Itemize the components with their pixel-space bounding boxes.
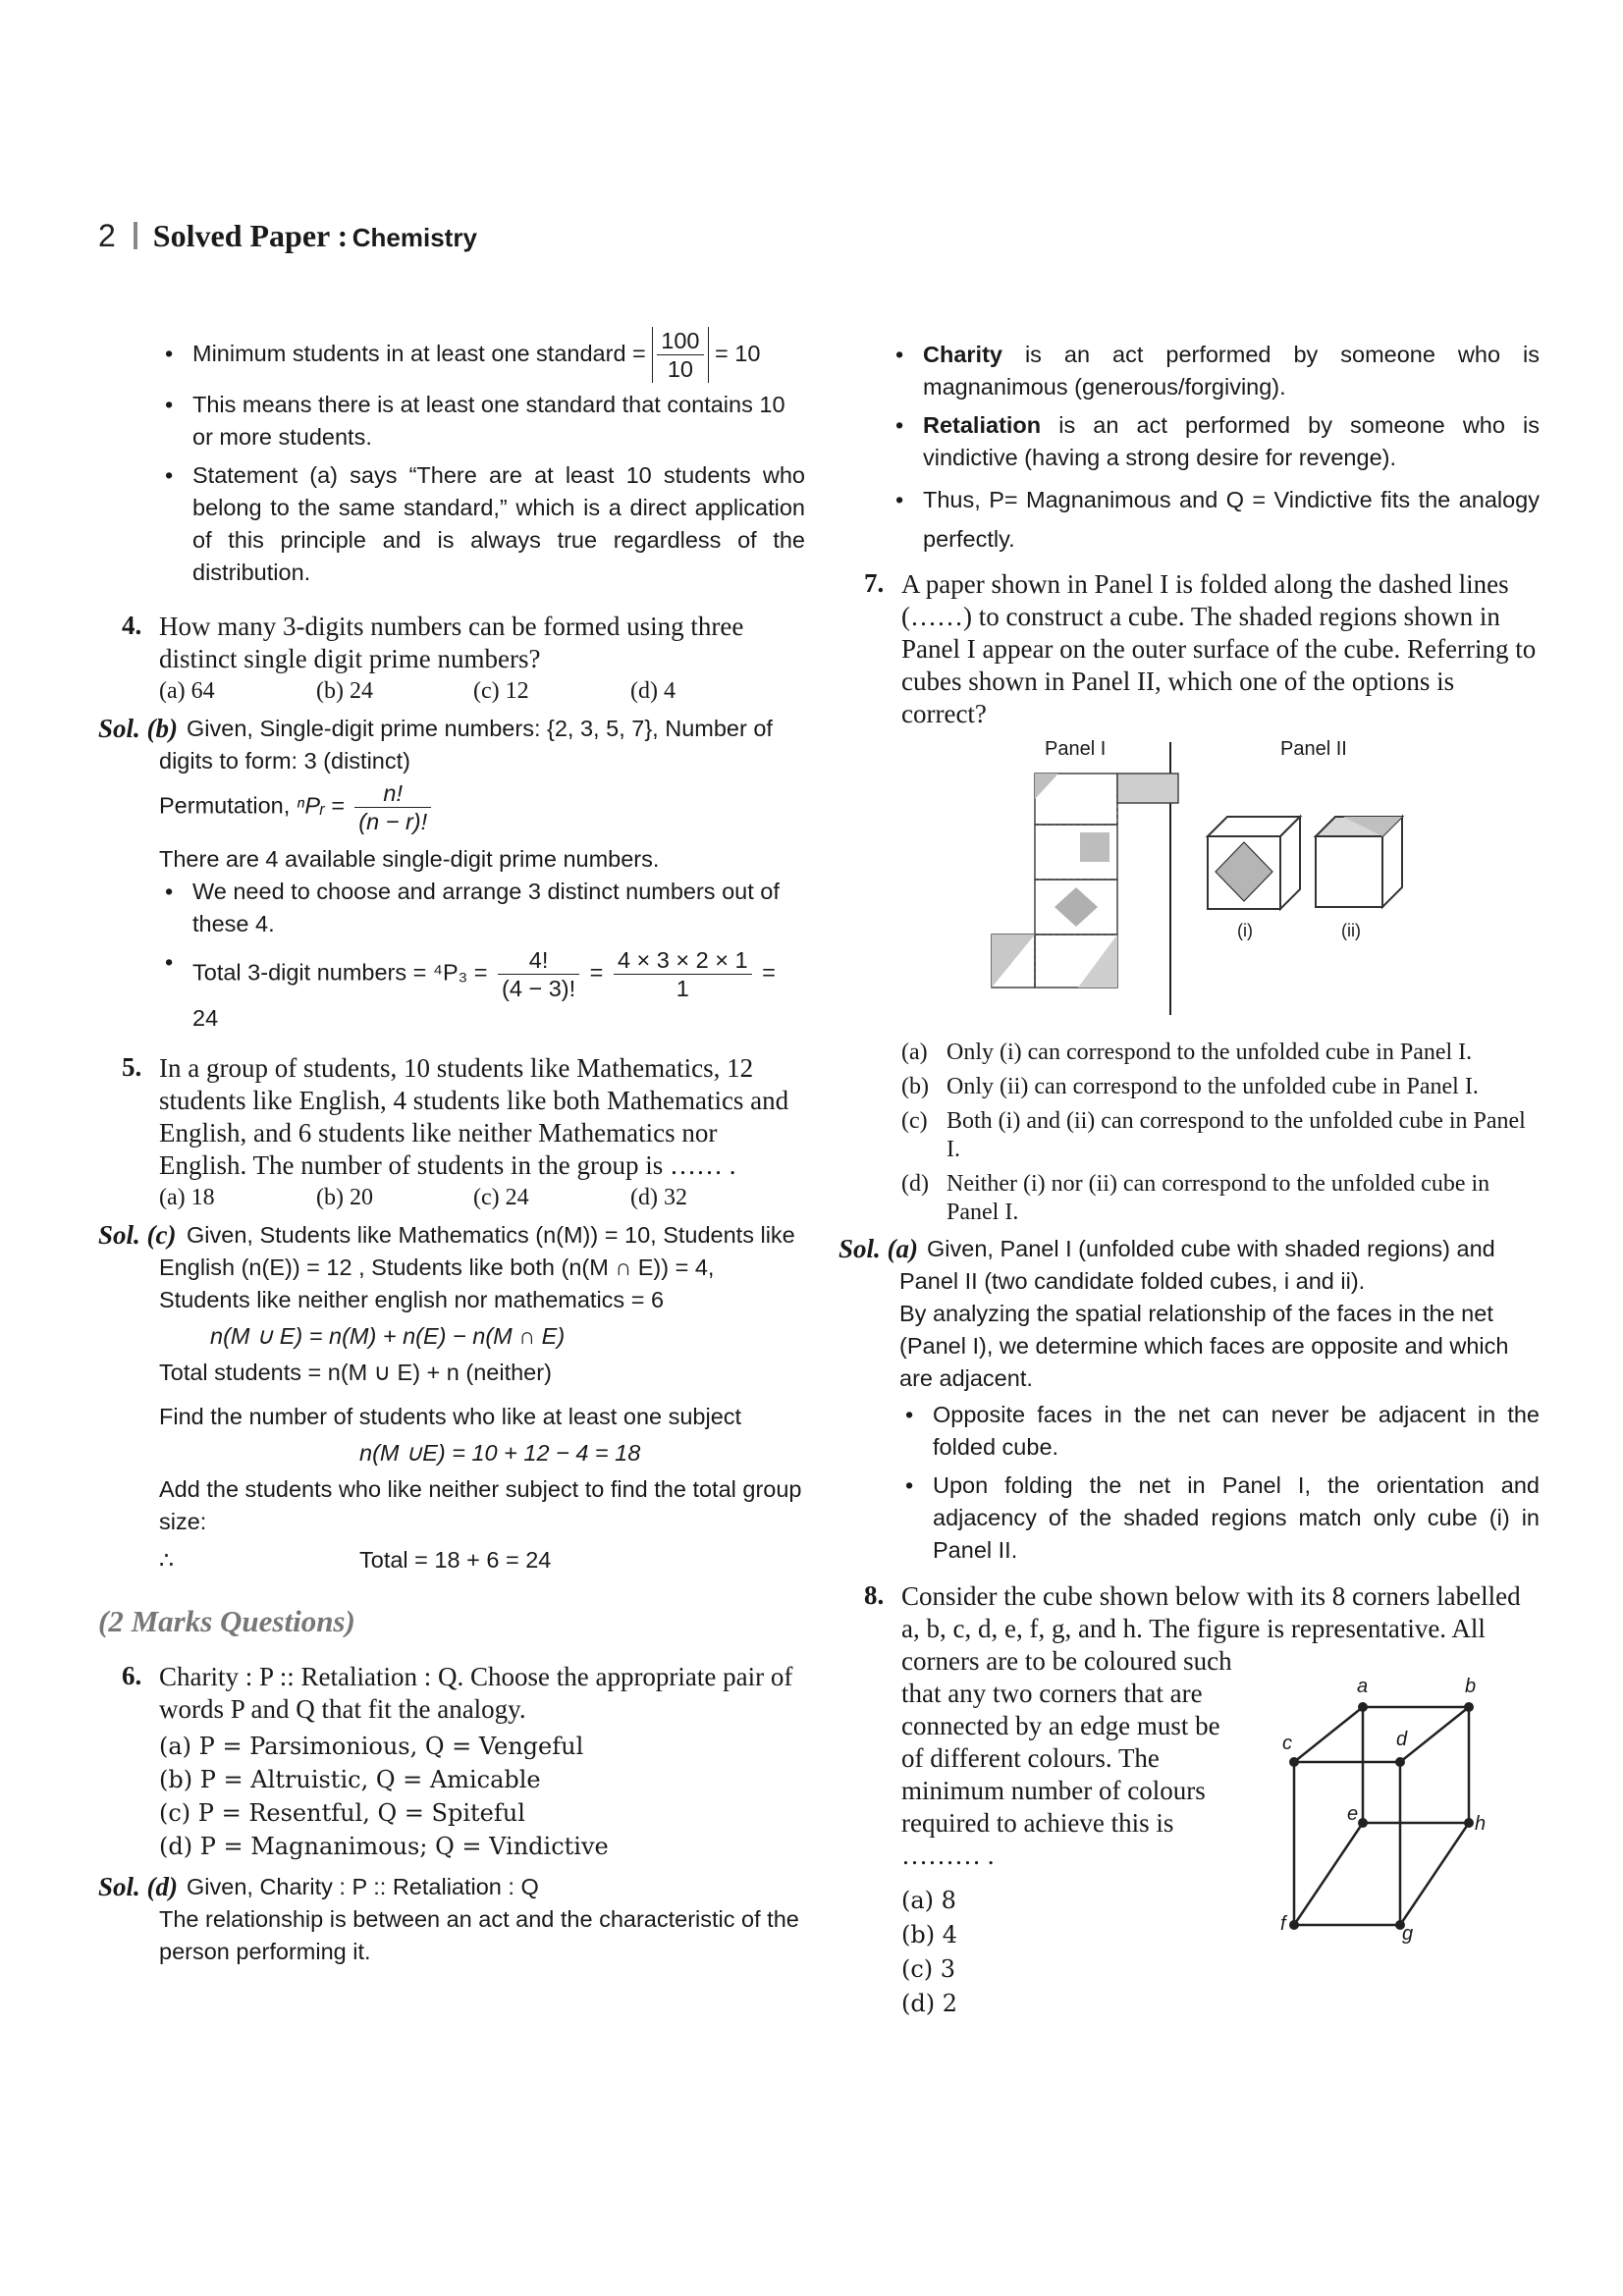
right-column bbox=[840, 339, 1540, 2051]
fraction-numerator: 4 × 3 × 2 × 1 bbox=[614, 946, 752, 975]
q7-options bbox=[901, 1039, 1540, 1227]
question-4 bbox=[122, 611, 805, 707]
equation: n(M ∪E) = 10 + 12 − 4 = 18 bbox=[359, 1440, 641, 1467]
cube-ii-label: (ii) bbox=[1341, 921, 1361, 940]
option-c: (c) 24 bbox=[473, 1185, 529, 1211]
solution-line: Add the students who like neither subject to find the total group size: bbox=[159, 1476, 802, 1535]
option-a bbox=[901, 1039, 1540, 1067]
option-b: (b) P = Altruistic, Q = Amicable bbox=[159, 1766, 541, 1794]
solution-line: The relationship is between an act and the characteristic of the person performing it. bbox=[159, 1906, 799, 1965]
fraction-denominator: (n − r)! bbox=[358, 809, 428, 835]
left-column bbox=[98, 324, 805, 1968]
cube-diagram bbox=[1247, 1678, 1542, 2031]
page-number: 2 bbox=[98, 218, 116, 253]
equation: Total = 18 + 6 = 24 bbox=[359, 1547, 552, 1574]
fraction-denominator: 10 bbox=[667, 356, 693, 383]
vertex-label-g: g bbox=[1402, 1923, 1414, 1945]
options-list bbox=[159, 1730, 805, 1863]
panel-1-label: Panel I bbox=[1045, 738, 1107, 760]
bold-term: Retaliation bbox=[923, 412, 1042, 438]
list-item: • Thus, P= Magnanimous and Q = Vindictive fits the analogy perfectly. bbox=[890, 480, 1540, 559]
option-d: (d) 32 bbox=[630, 1185, 687, 1211]
final-equation bbox=[159, 1544, 805, 1576]
list-item bbox=[159, 324, 805, 383]
fraction-numerator: n! bbox=[354, 779, 431, 808]
list-item: • Total 3-digit numbers = ⁴P₃ = $\frac{4!}{(4 - 3)!}$ = $\frac{4 \times 3 \times 2 \times 1}{1}$ = 24 bbox=[159, 946, 805, 1035]
paper-title: Solved Paper : bbox=[152, 218, 349, 253]
option-a: (a) 64 bbox=[159, 678, 215, 705]
option-d bbox=[901, 1170, 1540, 1227]
solution-5 bbox=[98, 1219, 805, 1576]
bold-term: Charity bbox=[923, 342, 1002, 367]
solution-line: Total students = n(M ∪ E) + n (neither) bbox=[159, 1360, 552, 1386]
vertex-label-e: e bbox=[1347, 1803, 1359, 1825]
sol-text: Sol. bbox=[98, 714, 140, 744]
option-b: (b) 20 bbox=[316, 1185, 373, 1211]
list-item: • We need to choose and arrange 3 distinct numbers out of these 4. bbox=[159, 876, 805, 940]
option-label: (b) bbox=[901, 1074, 929, 1099]
solution-line: Given, Charity : P :: Retaliation : Q bbox=[187, 1874, 539, 1900]
list-item: • Upon folding the net in Panel I, the orientation and adjacency of the shaded regions match only cube (i) in Panel II. bbox=[899, 1469, 1540, 1567]
option-label: (a) bbox=[901, 1040, 928, 1065]
bullet-text: Total 3-digit numbers = ⁴P₃ = bbox=[192, 960, 488, 986]
vertex-label-c: c bbox=[1282, 1733, 1292, 1754]
option-c: (c) P = Resentful, Q = Spiteful bbox=[159, 1799, 525, 1828]
solution-line: Find the number of students who like at least one subject bbox=[159, 1404, 742, 1430]
question-number: 7. bbox=[864, 568, 885, 598]
option-text: Neither (i) nor (ii) can correspond to the unfolded cube in Panel I. bbox=[947, 1171, 1490, 1225]
solution-label bbox=[98, 1871, 178, 1903]
list-item: • Opposite faces in the net can never be adjacent in the folded cube. bbox=[899, 1399, 1540, 1464]
question-number: 6. bbox=[122, 1661, 142, 1691]
option-label: (c) bbox=[901, 1108, 928, 1134]
question-text: Charity : P :: Retaliation : Q. Choose the appropriate pair of words P and Q that fit the analogy. bbox=[159, 1662, 793, 1725]
solution-line: Given, Panel I (unfolded cube with shaded regions) and Panel II (two candidate folded cubes, i and ii). bbox=[899, 1236, 1495, 1294]
sol-text: Sol. bbox=[98, 1872, 140, 1902]
question-number: 5. bbox=[122, 1052, 142, 1083]
option-d: (d) P = Magnanimous; Q = Vindictive bbox=[159, 1833, 609, 1861]
option-d: (d) 4 bbox=[630, 678, 676, 705]
option-c: (c) 12 bbox=[473, 678, 529, 705]
option-text: Both (i) and (ii) can correspond to the unfolded cube in Panel I. bbox=[947, 1108, 1526, 1162]
solution-label bbox=[98, 1219, 177, 1252]
fraction-denominator: (4 − 3)! bbox=[502, 976, 576, 1002]
page-header bbox=[98, 218, 477, 254]
sol-answer: (c) bbox=[146, 1220, 177, 1251]
ceiling-fraction bbox=[652, 327, 708, 383]
option-a: (a) P = Parsimonious, Q = Vengeful bbox=[159, 1733, 584, 1761]
question-text: In a group of students, 10 students like Mathematics, 12 students like English, 4 students like both Mathematics and English, and 6 students like neither Mathematics nor English. The number of students in the group is …… . bbox=[159, 1053, 789, 1181]
option-a: (a) 8 bbox=[901, 1887, 956, 1914]
sol-text: Sol. bbox=[839, 1234, 881, 1263]
option-b: (b) 4 bbox=[901, 1921, 957, 1949]
fraction-numerator: 4! bbox=[498, 946, 579, 975]
question-8 bbox=[864, 1580, 1540, 2051]
section-title: (2 Marks Questions) bbox=[98, 1604, 355, 1639]
sol-answer: (a) bbox=[887, 1234, 919, 1263]
cube-i-label: (i) bbox=[1237, 921, 1253, 940]
formula-label: Permutation, bbox=[159, 793, 291, 819]
list-item: • Statement (a) says “There are at least 10 students who belong to the same standard,” which is a direct application of this principle and is always true regardless of the distribution. bbox=[159, 459, 805, 589]
options-row bbox=[159, 675, 805, 707]
vertex-label-d: d bbox=[1396, 1729, 1408, 1750]
equation: n(M ∪ E) = n(M) + n(E) − n(M ∩ E) bbox=[210, 1323, 566, 1350]
bullet-text: is an act performed by someone who is magnanimous (generous/forgiving). bbox=[923, 342, 1540, 400]
vertex-label-h: h bbox=[1475, 1813, 1487, 1835]
formula-lhs: ⁿPᵣ = bbox=[296, 793, 345, 819]
solution-4 bbox=[98, 713, 805, 1035]
fraction-denominator: 1 bbox=[676, 976, 689, 1002]
bullet-result: = 10 bbox=[715, 341, 761, 366]
list-item bbox=[890, 409, 1540, 474]
solution-line: Given, Students like Mathematics (n(M)) = 10, Students like English (n(E)) = 12 , Students like both (n(M ∩ E)) = 4, Students like neither english nor mathematics = 6 bbox=[159, 1222, 795, 1313]
question-text-continued: that any two corners that are connected by an edge must be of different colours. The minimum number of colours required to achieve this is ……… . bbox=[901, 1679, 1220, 1870]
solution-line: By analyzing the spatial relationship of the faces in the net (Panel I), we determine which faces are opposite and which are adjacent. bbox=[899, 1301, 1509, 1391]
solution-7 bbox=[839, 1233, 1540, 1567]
option-text: Only (ii) can correspond to the unfolded cube in Panel I. bbox=[947, 1074, 1479, 1099]
question-number: 8. bbox=[864, 1580, 885, 1610]
solution-label bbox=[839, 1233, 918, 1265]
therefore-symbol: ∴ bbox=[159, 1547, 174, 1574]
list-item bbox=[890, 339, 1540, 403]
options-row bbox=[159, 1182, 805, 1213]
option-b bbox=[901, 1073, 1540, 1101]
solution-label bbox=[98, 713, 178, 745]
vertex-label-f: f bbox=[1280, 1913, 1286, 1935]
panel-figure bbox=[950, 730, 1540, 1025]
q3-solution-bullets bbox=[159, 324, 805, 589]
question-text: Consider the cube shown below with its 8 corners labelled a, b, c, d, e, f, g, and h. The figure is representative. All corners are to be coloured such bbox=[901, 1581, 1521, 1676]
option-b: (b) 24 bbox=[316, 678, 373, 705]
question-text: How many 3-digits numbers can be formed using three distinct single digit prime numbers? bbox=[159, 612, 744, 674]
question-6 bbox=[122, 1661, 805, 1863]
question-5 bbox=[122, 1052, 805, 1213]
sol-answer: (d) bbox=[146, 1872, 179, 1902]
permutation-formula bbox=[159, 779, 805, 835]
bullet-result: = 24 bbox=[192, 960, 776, 1032]
option-label: (d) bbox=[901, 1171, 929, 1197]
option-c bbox=[901, 1107, 1540, 1164]
header-divider bbox=[134, 222, 137, 249]
sol-answer: (b) bbox=[146, 714, 179, 744]
paper-subject: Chemistry bbox=[352, 223, 477, 252]
option-a: (a) 18 bbox=[159, 1185, 215, 1211]
vertex-label-a: a bbox=[1357, 1676, 1369, 1697]
option-text: Only (i) can correspond to the unfolded cube in Panel I. bbox=[947, 1040, 1473, 1065]
sol-text: Sol. bbox=[98, 1220, 140, 1251]
cube-net-diagram bbox=[950, 730, 1422, 1025]
question-number: 4. bbox=[122, 611, 142, 641]
option-d: (d) 2 bbox=[901, 1990, 957, 2017]
option-c: (c) 3 bbox=[901, 1955, 956, 1983]
bullet-text: is an act performed by someone who is vindictive (having a strong desire for revenge). bbox=[923, 412, 1540, 470]
question-text: A paper shown in Panel I is folded along the dashed lines (……) to construct a cube. The shaded regions shown in Panel I appear on the outer surface of the cube. Referring to cubes shown in Panel II, which one of the options is correct? bbox=[901, 569, 1537, 728]
bullet-text: Minimum students in at least one standard = bbox=[192, 341, 646, 366]
panel-2-label: Panel II bbox=[1280, 738, 1347, 760]
fraction-numerator: 100 bbox=[657, 327, 703, 355]
solution-6 bbox=[98, 1871, 805, 1968]
list-item: • This means there is at least one standard that contains 10 or more students. bbox=[159, 389, 805, 454]
vertex-label-b: b bbox=[1465, 1676, 1477, 1697]
solution-line: There are 4 available single-digit prime numbers. bbox=[159, 846, 660, 873]
q8-body bbox=[901, 1678, 1540, 2051]
question-7 bbox=[864, 568, 1540, 730]
solution-line: Given, Single-digit prime numbers: {2, 3, 5, 7}, Number of digits to form: 3 (distinct) bbox=[159, 716, 773, 774]
q6-solution-bullets bbox=[890, 339, 1540, 559]
